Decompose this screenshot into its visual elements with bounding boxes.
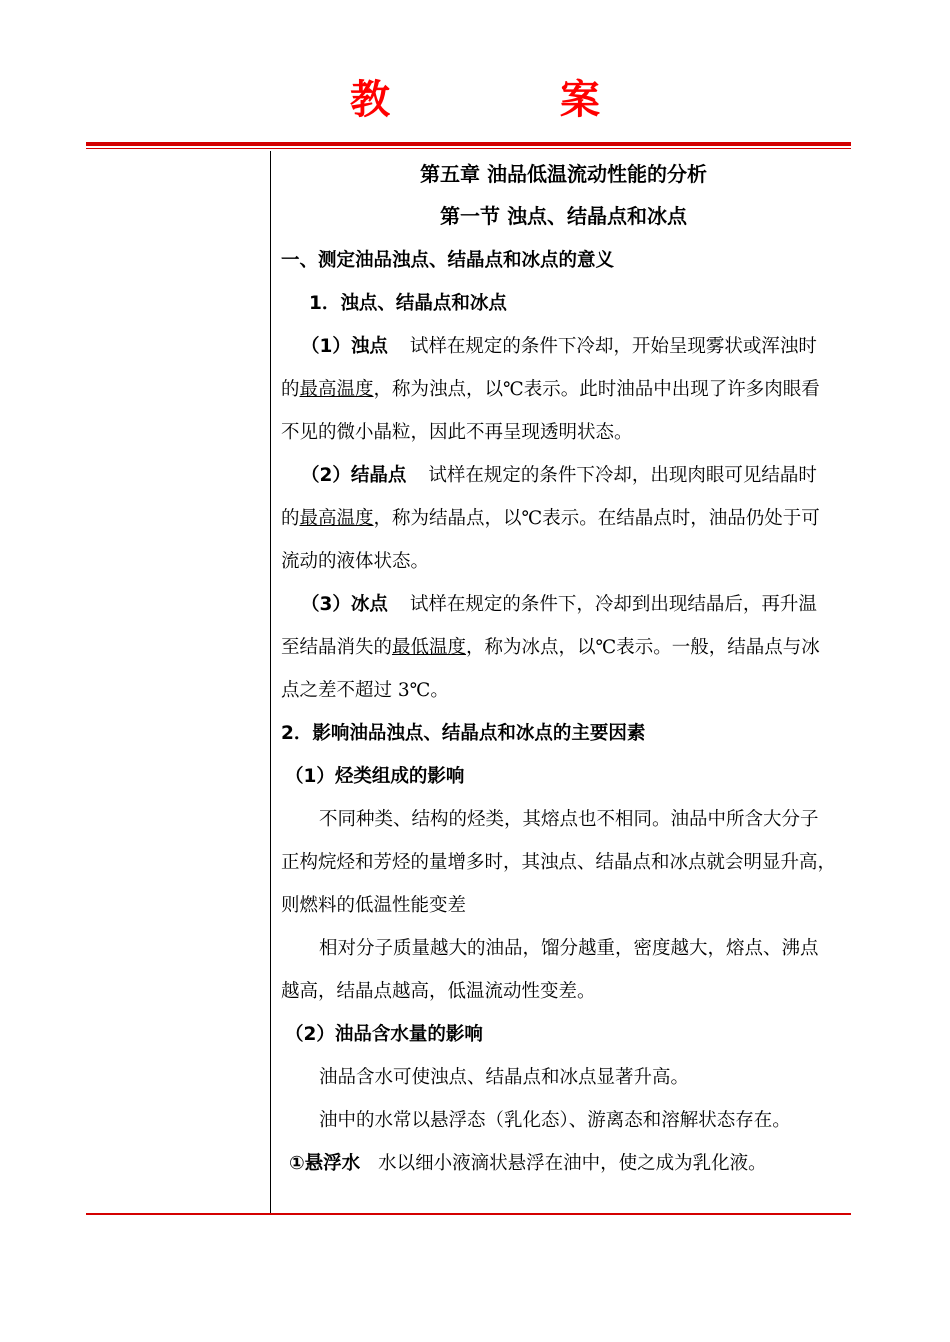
freezing-point-para-line3: 点之差不超过 3℃。 [281, 680, 449, 701]
header-rule-thin [86, 148, 851, 149]
hydrocarbon-para-line2: 正构烷烃和芳烃的量增多时，其浊点、结晶点和冰点就会明显升高， [281, 852, 837, 873]
crystallization-point-label: （2）结晶点 [301, 465, 407, 486]
subheading-water-content: （2）油品含水量的影响 [285, 1024, 483, 1045]
crystallization-para-line2: 的最高温度，称为结晶点，以℃表示。在结晶点时，油品仍处于可 [281, 508, 820, 529]
cloud-point-text: 试样在规定的条件下冷却，开始呈现雾状或浑浊时 [409, 336, 817, 357]
cloud-point-para-line3: 不见的微小晶粒，因此不再呈现透明状态。 [281, 422, 633, 443]
lowest-temperature-term: 最低温度 [392, 637, 467, 658]
page-title: 教 案 [350, 77, 678, 123]
suspended-water-para: ①悬浮水 水以细小液滴状悬浮在油中，使之成为乳化液。 [289, 1153, 767, 1174]
water-effect-para: 油品含水可使浊点、结晶点和冰点显著升高。 [319, 1067, 690, 1088]
cloud-point-label: （1）浊点 [301, 336, 388, 357]
freezing-point-para-line2: 至结晶消失的最低温度，称为冰点，以℃表示。一般，结晶点与冰 [281, 637, 820, 658]
hydrocarbon-para-line1: 不同种类、结构的烃类，其熔点也不相同。油品中所含大分子 [319, 809, 819, 830]
header-rule-thick [86, 142, 851, 146]
freeze-crystal-para-line1: （2）结晶点 试样在规定的条件下冷却，出现肉眼可见结晶时 [301, 465, 817, 486]
subheading-hydrocarbon: （1）烃类组成的影响 [285, 766, 465, 787]
crystallization-para-line3: 流动的液体状态。 [281, 551, 430, 572]
suspended-water-label: ①悬浮水 [289, 1153, 361, 1174]
freezing-point-para-line1: （3）冰点 试样在规定的条件下，冷却到出现结晶后，再升温 [301, 594, 817, 615]
heading-factors: 2．影响油品浊点、结晶点和冰点的主要因素 [281, 723, 646, 744]
cloud-point-para-line1 [301, 335, 817, 359]
hydrocarbon-para-line3: 则燃料的低温性能变差 [281, 895, 467, 916]
highest-temperature-term: 最高温度 [299, 379, 374, 400]
section-title: 第一节 浊点、结晶点和冰点 [440, 204, 687, 228]
footer-rule [86, 1213, 851, 1215]
cloud-point-para-line2: 的最高温度，称为浊点，以℃表示。此时油品中出现了许多肉眼看 [281, 379, 820, 400]
freezing-point-label: （3）冰点 [301, 594, 388, 615]
molecular-mass-para-line2: 越高，结晶点越高，低温流动性变差。 [281, 981, 596, 1002]
subheading-points: 1．浊点、结晶点和冰点 [309, 293, 507, 314]
highest-temperature-term: 最高温度 [299, 508, 374, 529]
margin-column-divider [270, 151, 271, 1214]
heading-significance: 一、测定油品浊点、结晶点和冰点的意义 [281, 250, 615, 271]
molecular-mass-para-line1: 相对分子质量越大的油品，馏分越重，密度越大，熔点、沸点 [319, 938, 819, 959]
water-states-para: 油中的水常以悬浮态（乳化态）、游离态和溶解状态存在。 [319, 1110, 791, 1131]
chapter-title: 第五章 油品低温流动性能的分析 [420, 162, 707, 186]
